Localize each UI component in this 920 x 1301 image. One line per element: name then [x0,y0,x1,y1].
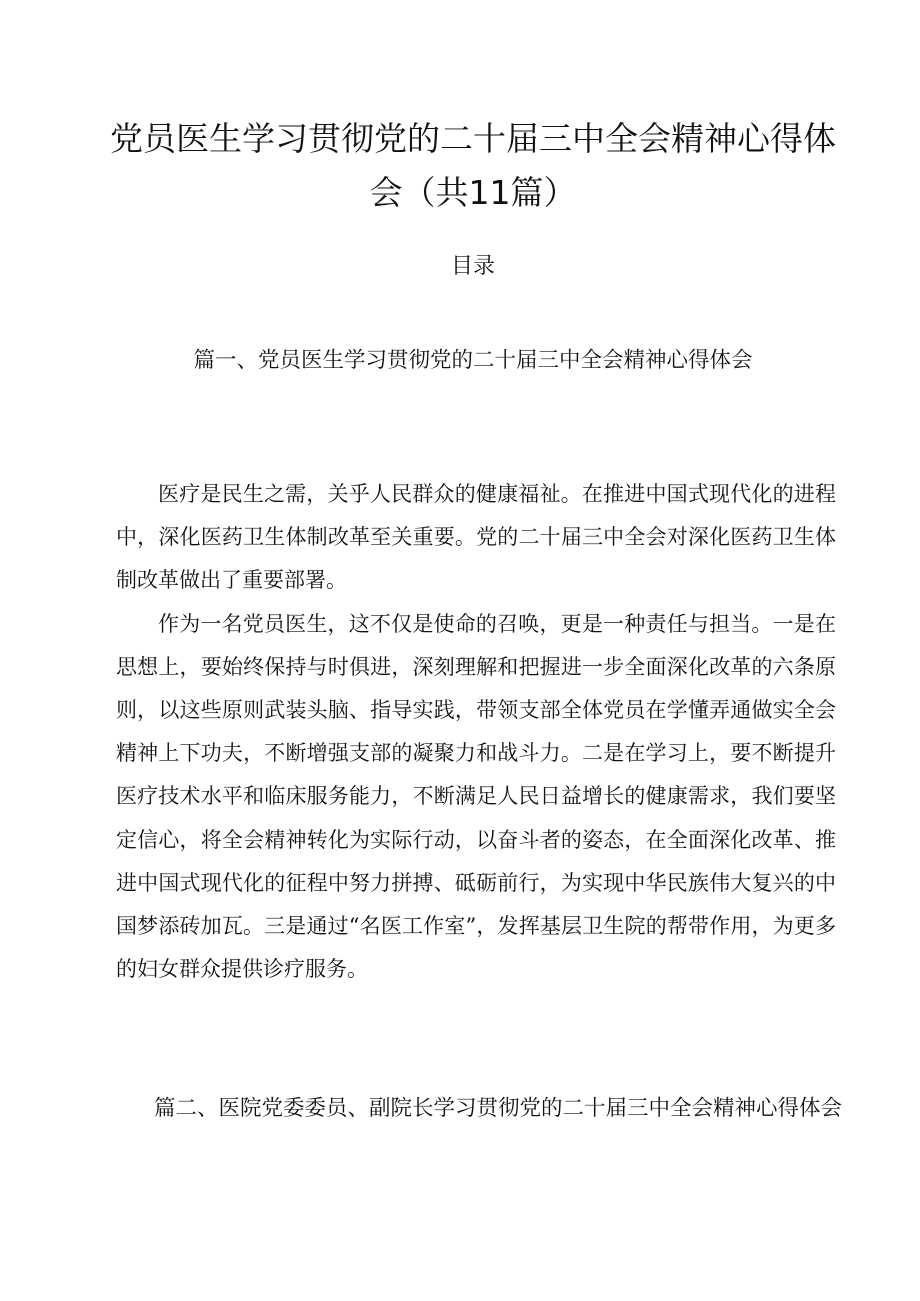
section-2-heading: 篇二、医院党委委员、副院长学习贯彻党的二十届三中全会精神心得体会 [153,1096,842,1121]
table-of-contents-label: 目录 [450,254,495,279]
section-1-heading: 篇一、党员医生学习贯彻党的二十届三中全会精神心得体会 [193,348,753,373]
section-1-body [116,473,836,991]
section-1-paragraph-2: 作为一名党员医生，这不仅是使命的召唤，更是一种责任与担当。一是在思想上，要始终保持与时俱进，深刻理解和把握进一步全面深化改革的六条原则，以这些原则武装头脑、指导实践，带领支部全体党员在学懂弄通做实全会精神上下功夫，不断增强支部的凝聚力和战斗力。二是在学习上，要不断提升医疗技术水平和临床服务能力，不断满足人民日益增长的健康需求，我们要坚定信心，将全会精神转化为实际行动，以奋斗者的姿态，在全面深化改革、推进中国式现代化的征程中努力拼搏、砥砺前行，为实现中华民族伟大复兴的中国梦添砖加瓦。三是通过“名医工作室”，发挥基层卫生院的帮带作用，为更多的妇女群众提供诊疗服务。 [116,611,836,982]
document-title: 党员医生学习贯彻党的二十届三中全会精神心得体会（共11篇） [110,119,836,212]
section-1-paragraph-1: 医疗是民生之需，关乎人民群众的健康福祉。在推进中国式现代化的进程中，深化医药卫生体制改革至关重要。党的二十届三中全会对深化医药卫生体制改革做出了重要部署。 [116,482,836,593]
